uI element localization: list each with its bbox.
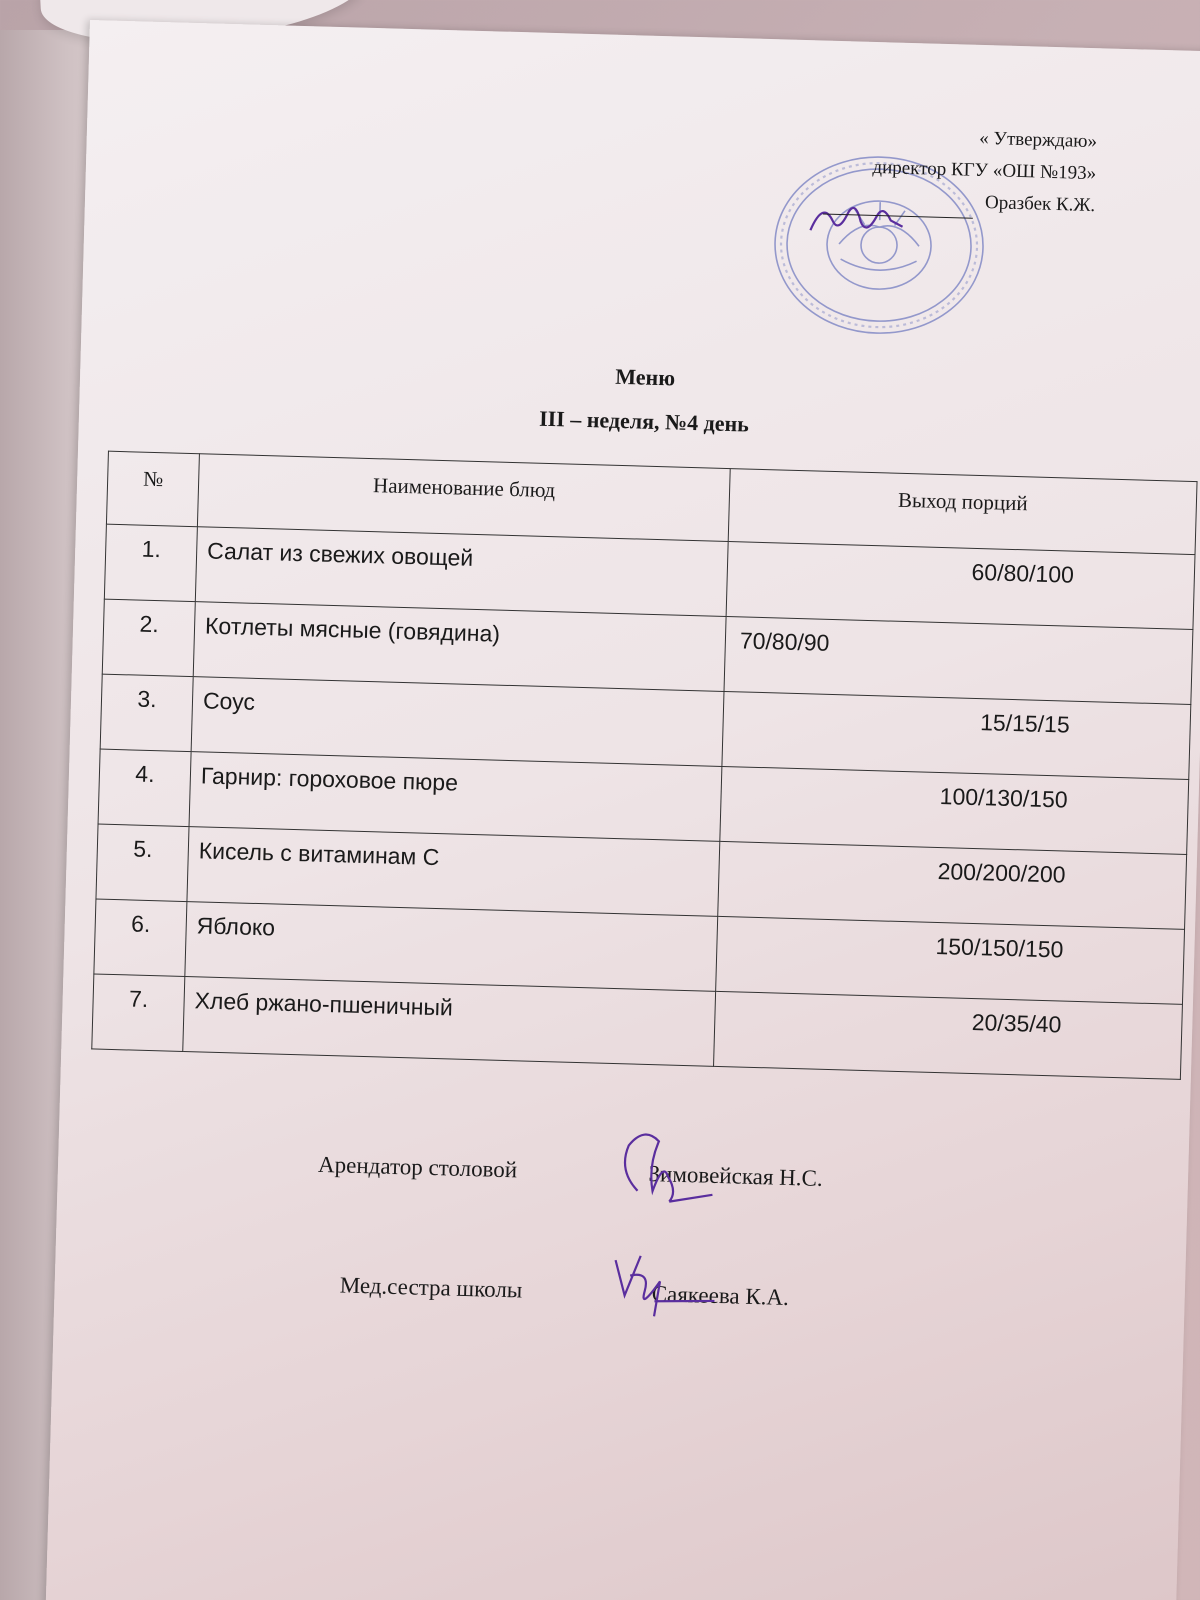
row-number: 6. — [94, 899, 187, 977]
row-output: 70/80/90 — [724, 616, 1193, 704]
approval-name: Оразбек К.Ж. — [984, 192, 1096, 217]
row-number: 7. — [92, 974, 185, 1052]
signer-name: Зимовейская Н.С. — [648, 1161, 824, 1191]
row-output: 60/80/100 — [726, 542, 1195, 630]
signatures-block — [59, 1145, 1189, 1311]
signer-name: Саякеева К.А. — [651, 1281, 790, 1311]
header-output: Выход порций — [728, 469, 1197, 555]
document-page — [45, 20, 1200, 1600]
row-dish: Кисель с витаминам С — [187, 827, 720, 917]
menu-table — [91, 451, 1197, 1080]
menu-subtitle: III – неделя, №4 день — [538, 405, 750, 437]
header-number: № — [106, 451, 199, 527]
row-output: 150/150/150 — [716, 916, 1185, 1004]
row-number: 5. — [96, 824, 189, 902]
signer-nurse — [339, 1272, 789, 1311]
row-number: 4. — [98, 749, 191, 827]
header-dish: Наименование блюд — [197, 454, 730, 542]
signer-role: Арендатор столовой — [317, 1151, 518, 1183]
row-number: 3. — [100, 674, 193, 752]
menu-title: Меню — [615, 363, 676, 391]
row-dish: Яблоко — [185, 902, 718, 992]
row-number: 2. — [102, 599, 195, 677]
row-dish: Салат из свежих овощей — [195, 527, 728, 617]
row-output: 15/15/15 — [722, 691, 1191, 779]
approval-block — [775, 117, 1098, 222]
signer-role: Мед.сестра школы — [339, 1272, 523, 1303]
row-output: 200/200/200 — [718, 841, 1187, 929]
approval-heading: « Утверждаю» — [979, 127, 1098, 153]
row-output: 20/35/40 — [714, 991, 1183, 1079]
signer-canteen — [318, 1152, 823, 1192]
row-number: 1. — [104, 524, 197, 602]
row-dish: Котлеты мясные (говядина) — [193, 602, 726, 692]
row-dish: Соус — [191, 677, 724, 767]
signature-line — [823, 192, 974, 219]
row-dish: Гарнир: гороховое пюре — [189, 752, 722, 842]
canteen-signature — [607, 1120, 719, 1213]
menu-title-block — [79, 340, 1200, 460]
approval-position: директор КГУ «ОШ №193» — [872, 156, 1097, 185]
row-dish: Хлеб ржано-пшеничный — [183, 977, 716, 1067]
row-output: 100/130/150 — [720, 766, 1189, 854]
nurse-signature — [599, 1240, 721, 1323]
